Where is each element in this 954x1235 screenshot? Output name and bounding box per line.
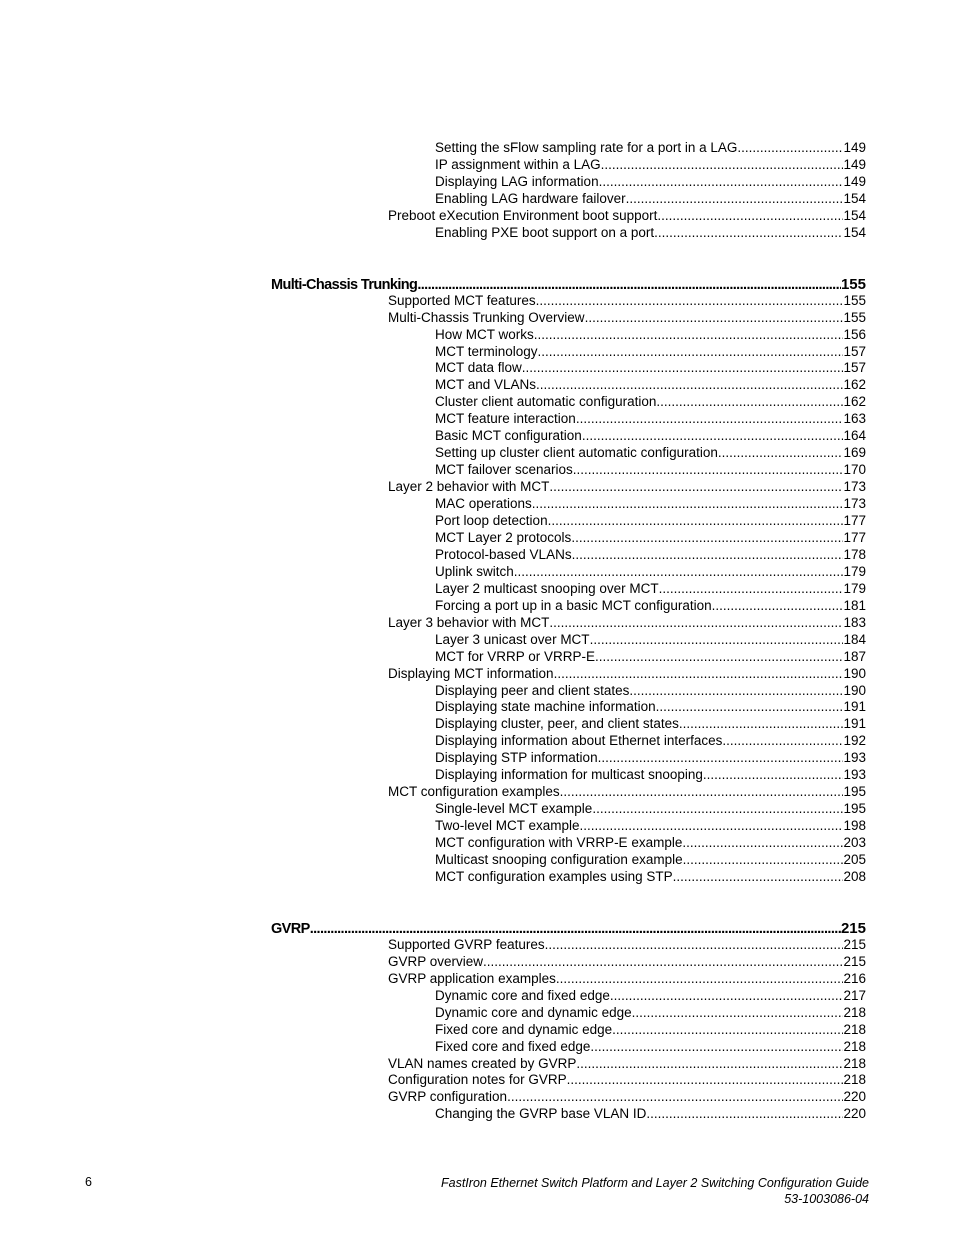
toc-entry[interactable] xyxy=(435,817,866,834)
toc-entry[interactable] xyxy=(435,224,866,241)
toc-entry-title: GVRP configuration xyxy=(388,1089,508,1105)
toc-page-number: 220 xyxy=(843,1089,866,1105)
toc-entry[interactable] xyxy=(435,546,866,563)
toc-leader-dots xyxy=(712,597,844,614)
toc-leader-dots xyxy=(507,1088,843,1105)
toc-page-number: 215 xyxy=(843,936,866,952)
toc-entry[interactable] xyxy=(388,783,866,800)
toc-entry[interactable] xyxy=(435,868,866,885)
toc-entry-title: Displaying LAG information xyxy=(435,173,599,189)
toc-entry[interactable] xyxy=(435,631,866,648)
toc-page-number: 198 xyxy=(843,818,866,834)
toc-leader-dots xyxy=(538,343,844,360)
toc-page-number: 163 xyxy=(843,411,866,427)
toc-entry[interactable] xyxy=(435,427,866,444)
toc-leader-dots xyxy=(549,614,843,631)
toc-page-number: 164 xyxy=(843,428,866,444)
toc-page-number: 179 xyxy=(843,563,866,579)
toc-leader-dots xyxy=(595,648,843,665)
toc-leader-dots xyxy=(549,478,843,495)
toc-entry-title: Layer 2 behavior with MCT xyxy=(388,479,550,495)
toc-leader-dots xyxy=(629,682,843,699)
toc-entry[interactable] xyxy=(435,749,866,766)
toc-page-number: 149 xyxy=(843,140,866,155)
toc-leader-dots xyxy=(659,580,844,597)
toc-page-number: 218 xyxy=(843,1004,866,1020)
toc-entry[interactable] xyxy=(435,529,866,546)
toc-entry[interactable] xyxy=(435,715,866,732)
toc-page-number: 218 xyxy=(843,1055,866,1071)
toc-entry-title: Layer 3 behavior with MCT xyxy=(388,614,550,630)
toc-entry-title: Displaying information about Ethernet interfaces xyxy=(435,733,723,749)
toc-entry[interactable] xyxy=(435,1004,866,1021)
toc-entry[interactable] xyxy=(435,495,866,512)
toc-entry-title: Dynamic core and fixed edge xyxy=(435,987,610,1003)
toc-entry[interactable] xyxy=(388,614,866,631)
toc-entry-title: MAC operations xyxy=(435,496,532,512)
toc-entry-title: MCT data flow xyxy=(435,360,522,376)
toc-leader-dots xyxy=(522,359,844,376)
footer-page-number: 6 xyxy=(85,1175,92,1189)
toc-leader-dots xyxy=(545,936,844,953)
toc-entry[interactable] xyxy=(435,732,866,749)
toc-leader-dots xyxy=(656,698,844,715)
toc-page-number: 156 xyxy=(843,326,866,342)
toc-leader-dots xyxy=(556,970,844,987)
toc-entry-title: VLAN names created by GVRP xyxy=(388,1055,577,1071)
toc-leader-dots xyxy=(657,207,843,224)
toc-leader-dots xyxy=(572,546,844,563)
toc-page-number: 155 xyxy=(843,292,866,308)
toc-page-number: 157 xyxy=(843,343,866,359)
toc-entry-title: Setting the sFlow sampling rate for a port in a LAG xyxy=(435,140,738,155)
toc-entry[interactable] xyxy=(435,563,866,580)
toc-entry[interactable] xyxy=(435,190,866,207)
toc-leader-dots xyxy=(571,529,843,546)
toc-entry[interactable] xyxy=(435,444,866,461)
toc-entry-title: Supported MCT features xyxy=(388,292,536,308)
toc-entry[interactable] xyxy=(388,665,866,682)
toc-leader-dots xyxy=(532,495,844,512)
toc-page-number: 208 xyxy=(843,868,866,884)
toc-leader-dots xyxy=(580,817,844,834)
toc-entry-title: MCT configuration with VRRP-E example xyxy=(435,835,683,851)
toc-entry[interactable] xyxy=(435,766,866,783)
toc-page-number: 193 xyxy=(843,750,866,766)
toc-entry-title: MCT failover scenarios xyxy=(435,462,573,478)
toc-page-number: 162 xyxy=(843,377,866,393)
toc-entry[interactable] xyxy=(435,1021,866,1038)
toc-entry[interactable] xyxy=(435,461,866,478)
toc-page-number: 155 xyxy=(840,275,866,293)
toc-entry-title: How MCT works xyxy=(435,326,534,342)
toc-entry-title: Protocol-based VLANs xyxy=(435,546,572,562)
toc-leader-dots xyxy=(598,749,844,766)
toc-page-number: 215 xyxy=(840,919,866,937)
toc-page-number: 218 xyxy=(843,1021,866,1037)
toc-entry-title: Setting up cluster client automatic configuration xyxy=(435,445,718,461)
toc-entry[interactable] xyxy=(388,292,866,309)
toc-leader-dots xyxy=(514,563,844,580)
toc-entry-title: MCT and VLANs xyxy=(435,377,537,393)
toc-page-number: 154 xyxy=(843,190,866,206)
toc-entry-title: Uplink switch xyxy=(435,563,514,579)
toc-entry-title: Displaying STP information xyxy=(435,750,598,766)
toc-entry-title: Cluster client automatic configuration xyxy=(435,394,657,410)
toc-page-number: 173 xyxy=(843,496,866,512)
toc-leader-dots xyxy=(536,292,844,309)
toc-page-number: 169 xyxy=(843,445,866,461)
toc-leader-dots xyxy=(534,326,844,343)
toc-entry[interactable] xyxy=(435,410,866,427)
toc-entry-title: Enabling LAG hardware failover xyxy=(435,190,626,206)
toc-entry-title: MCT configuration examples xyxy=(388,784,560,800)
toc-entry-title: Layer 2 multicast snooping over MCT xyxy=(435,580,659,596)
toc-page-number: 217 xyxy=(843,987,866,1003)
toc-leader-dots xyxy=(585,309,844,326)
toc-entry[interactable] xyxy=(388,309,866,326)
toc-page-number: 190 xyxy=(843,665,866,681)
toc-entry-title: Displaying peer and client states xyxy=(435,682,630,698)
toc-leader-dots xyxy=(610,987,844,1004)
toc-leader-dots xyxy=(632,1004,844,1021)
toc-leader-dots xyxy=(560,783,844,800)
toc-entry[interactable] xyxy=(435,597,866,614)
toc-entry-title: GVRP overview xyxy=(388,953,484,969)
toc-entry-title: MCT configuration examples using STP xyxy=(435,868,673,884)
toc-entry[interactable] xyxy=(435,800,866,817)
toc-page-number: 192 xyxy=(843,733,866,749)
toc-entry[interactable] xyxy=(435,512,866,529)
toc-entry-title: GVRP xyxy=(271,920,310,937)
toc-leader-dots xyxy=(679,715,844,732)
toc-entry[interactable] xyxy=(388,1055,866,1072)
toc-page-number: 162 xyxy=(843,394,866,410)
toc-entry-title: Displaying state machine information xyxy=(435,699,656,715)
toc-page-number: 190 xyxy=(843,682,866,698)
toc-entry-title: Changing the GVRP base VLAN ID xyxy=(435,1106,647,1122)
toc-entry-title: GVRP application examples xyxy=(388,970,556,986)
toc-entry[interactable] xyxy=(388,478,866,495)
toc-entry-title: Fixed core and fixed edge xyxy=(435,1038,591,1054)
toc-entry[interactable] xyxy=(435,343,866,360)
toc-leader-dots xyxy=(567,1071,844,1088)
toc-entry-title: IP assignment within a LAG xyxy=(435,156,601,172)
toc-leader-dots xyxy=(654,224,843,241)
toc-entry[interactable] xyxy=(435,376,866,393)
toc-entry-title: Basic MCT configuration xyxy=(435,428,582,444)
toc-entry-title: Supported GVRP features xyxy=(388,936,545,952)
toc-page-number: 215 xyxy=(843,953,866,969)
toc-page-number: 184 xyxy=(843,631,866,647)
toc-page-number: 154 xyxy=(843,224,866,240)
toc-entry[interactable] xyxy=(435,648,866,665)
toc-leader-dots xyxy=(536,376,843,393)
toc-entry[interactable] xyxy=(435,1038,866,1055)
toc-entry-title: MCT for VRRP or VRRP-E xyxy=(435,648,596,664)
toc-entry[interactable] xyxy=(388,1088,866,1105)
toc-entry-title: Single-level MCT example xyxy=(435,801,593,817)
toc-page-number: 178 xyxy=(843,546,866,562)
toc-page-number: 177 xyxy=(843,529,866,545)
toc-leader-dots xyxy=(683,851,844,868)
toc-entry[interactable] xyxy=(435,580,866,597)
toc-leader-dots xyxy=(626,190,844,207)
toc-page-number: 155 xyxy=(843,309,866,325)
toc-leader-dots xyxy=(612,1021,843,1038)
toc-page-number: 149 xyxy=(843,173,866,189)
toc-leader-dots xyxy=(573,461,844,478)
toc-entry-title: Forcing a port up in a basic MCT configuration xyxy=(435,597,712,613)
toc-entry-title: MCT terminology xyxy=(435,343,538,359)
toc-entry[interactable] xyxy=(435,173,866,190)
toc-entry-title: Enabling PXE boot support on a port xyxy=(435,224,655,240)
toc-leader-dots xyxy=(554,665,844,682)
toc-entry-title: Two-level MCT example xyxy=(435,818,580,834)
toc-entry[interactable] xyxy=(435,359,866,376)
toc-page-number: 149 xyxy=(843,156,866,172)
toc-page-number: 216 xyxy=(843,970,866,986)
toc-page-number: 173 xyxy=(843,479,866,495)
toc-entry[interactable] xyxy=(435,987,866,1004)
toc-page-number: 193 xyxy=(843,767,866,783)
toc-leader-dots xyxy=(601,156,844,173)
toc-leader-dots xyxy=(722,732,843,749)
toc-page-number: 205 xyxy=(843,852,866,867)
toc-entry[interactable] xyxy=(435,139,866,156)
toc-leader-dots xyxy=(590,1038,843,1055)
toc-leader-dots xyxy=(703,766,844,783)
toc-leader-dots xyxy=(576,410,844,427)
toc-entry[interactable] xyxy=(435,851,866,868)
toc-leader-dots xyxy=(682,834,843,851)
toc-entry-title: Fixed core and dynamic edge xyxy=(435,1021,613,1037)
toc-entry-title: Displaying MCT information xyxy=(388,665,554,681)
toc-entry-title: Multi-Chassis Trunking Overview xyxy=(388,309,585,325)
toc-entry[interactable] xyxy=(435,156,866,173)
toc-page-number: 191 xyxy=(843,699,866,715)
toc-leader-dots xyxy=(576,1055,843,1072)
toc-entry-title: Preboot eXecution Environment boot support xyxy=(388,207,658,223)
toc-page-number: 179 xyxy=(843,580,866,596)
toc-page-number: 203 xyxy=(843,835,866,851)
toc-page-number: 220 xyxy=(843,1106,866,1122)
toc-page-number: 191 xyxy=(843,716,866,732)
toc-leader-dots xyxy=(737,139,843,156)
footer-doc-number: 53-1003086-04 xyxy=(784,1192,869,1206)
toc-entry-title: MCT feature interaction xyxy=(435,411,576,427)
toc-entry-title: Configuration notes for GVRP xyxy=(388,1072,567,1088)
toc-entry[interactable] xyxy=(435,1105,866,1122)
toc-entry[interactable] xyxy=(388,936,866,953)
toc-leader-dots xyxy=(646,1105,843,1122)
footer-doc-info xyxy=(441,1175,869,1207)
toc-page-number: 195 xyxy=(843,784,866,800)
toc-entry[interactable] xyxy=(435,682,866,699)
toc-leader-dots xyxy=(483,953,843,970)
toc-entry-title: Displaying cluster, peer, and client states xyxy=(435,716,679,732)
toc-entry[interactable] xyxy=(435,326,866,343)
toc-entry[interactable] xyxy=(388,953,866,970)
toc-entry-title: MCT Layer 2 protocols xyxy=(435,529,572,545)
toc-page-number: 181 xyxy=(843,597,866,613)
toc-entry[interactable] xyxy=(435,393,866,410)
toc-page-number: 170 xyxy=(843,462,866,478)
toc-page-number: 154 xyxy=(843,207,866,223)
toc-leader-dots xyxy=(673,868,844,885)
toc-page-number: 218 xyxy=(843,1072,866,1088)
toc-entry[interactable] xyxy=(388,207,866,224)
toc-entry-title: Multicast snooping configuration example xyxy=(435,852,683,867)
toc-leader-dots xyxy=(582,427,844,444)
toc-page-number: 183 xyxy=(843,614,866,630)
toc-entry[interactable] xyxy=(435,834,866,851)
toc-page-number: 195 xyxy=(843,801,866,817)
toc-page-number: 187 xyxy=(843,648,866,664)
toc-entry-title: Multi-Chassis Trunking xyxy=(271,276,418,293)
toc-entry-title: Port loop detection xyxy=(435,513,548,528)
toc-entry-title: Layer 3 unicast over MCT xyxy=(435,631,590,647)
toc-leader-dots xyxy=(548,512,844,529)
toc-page-number: 177 xyxy=(843,513,866,528)
toc-leader-dots xyxy=(590,631,844,648)
toc-leader-dots xyxy=(599,173,844,190)
toc-leader-dots xyxy=(592,800,843,817)
toc-leader-dots xyxy=(656,393,843,410)
toc-entry-title: Dynamic core and dynamic edge xyxy=(435,1004,632,1020)
toc-page-number: 157 xyxy=(843,360,866,376)
toc-entry-title: Displaying information for multicast snooping xyxy=(435,767,703,783)
toc-page-number: 218 xyxy=(843,1038,866,1054)
toc-entry[interactable] xyxy=(388,1071,866,1088)
toc-entry[interactable] xyxy=(388,970,866,987)
toc-leader-dots xyxy=(718,444,844,461)
footer-doc-title: FastIron Ethernet Switch Platform and Layer 2 Switching Configuration Guide xyxy=(441,1176,869,1190)
toc-entry[interactable] xyxy=(435,698,866,715)
